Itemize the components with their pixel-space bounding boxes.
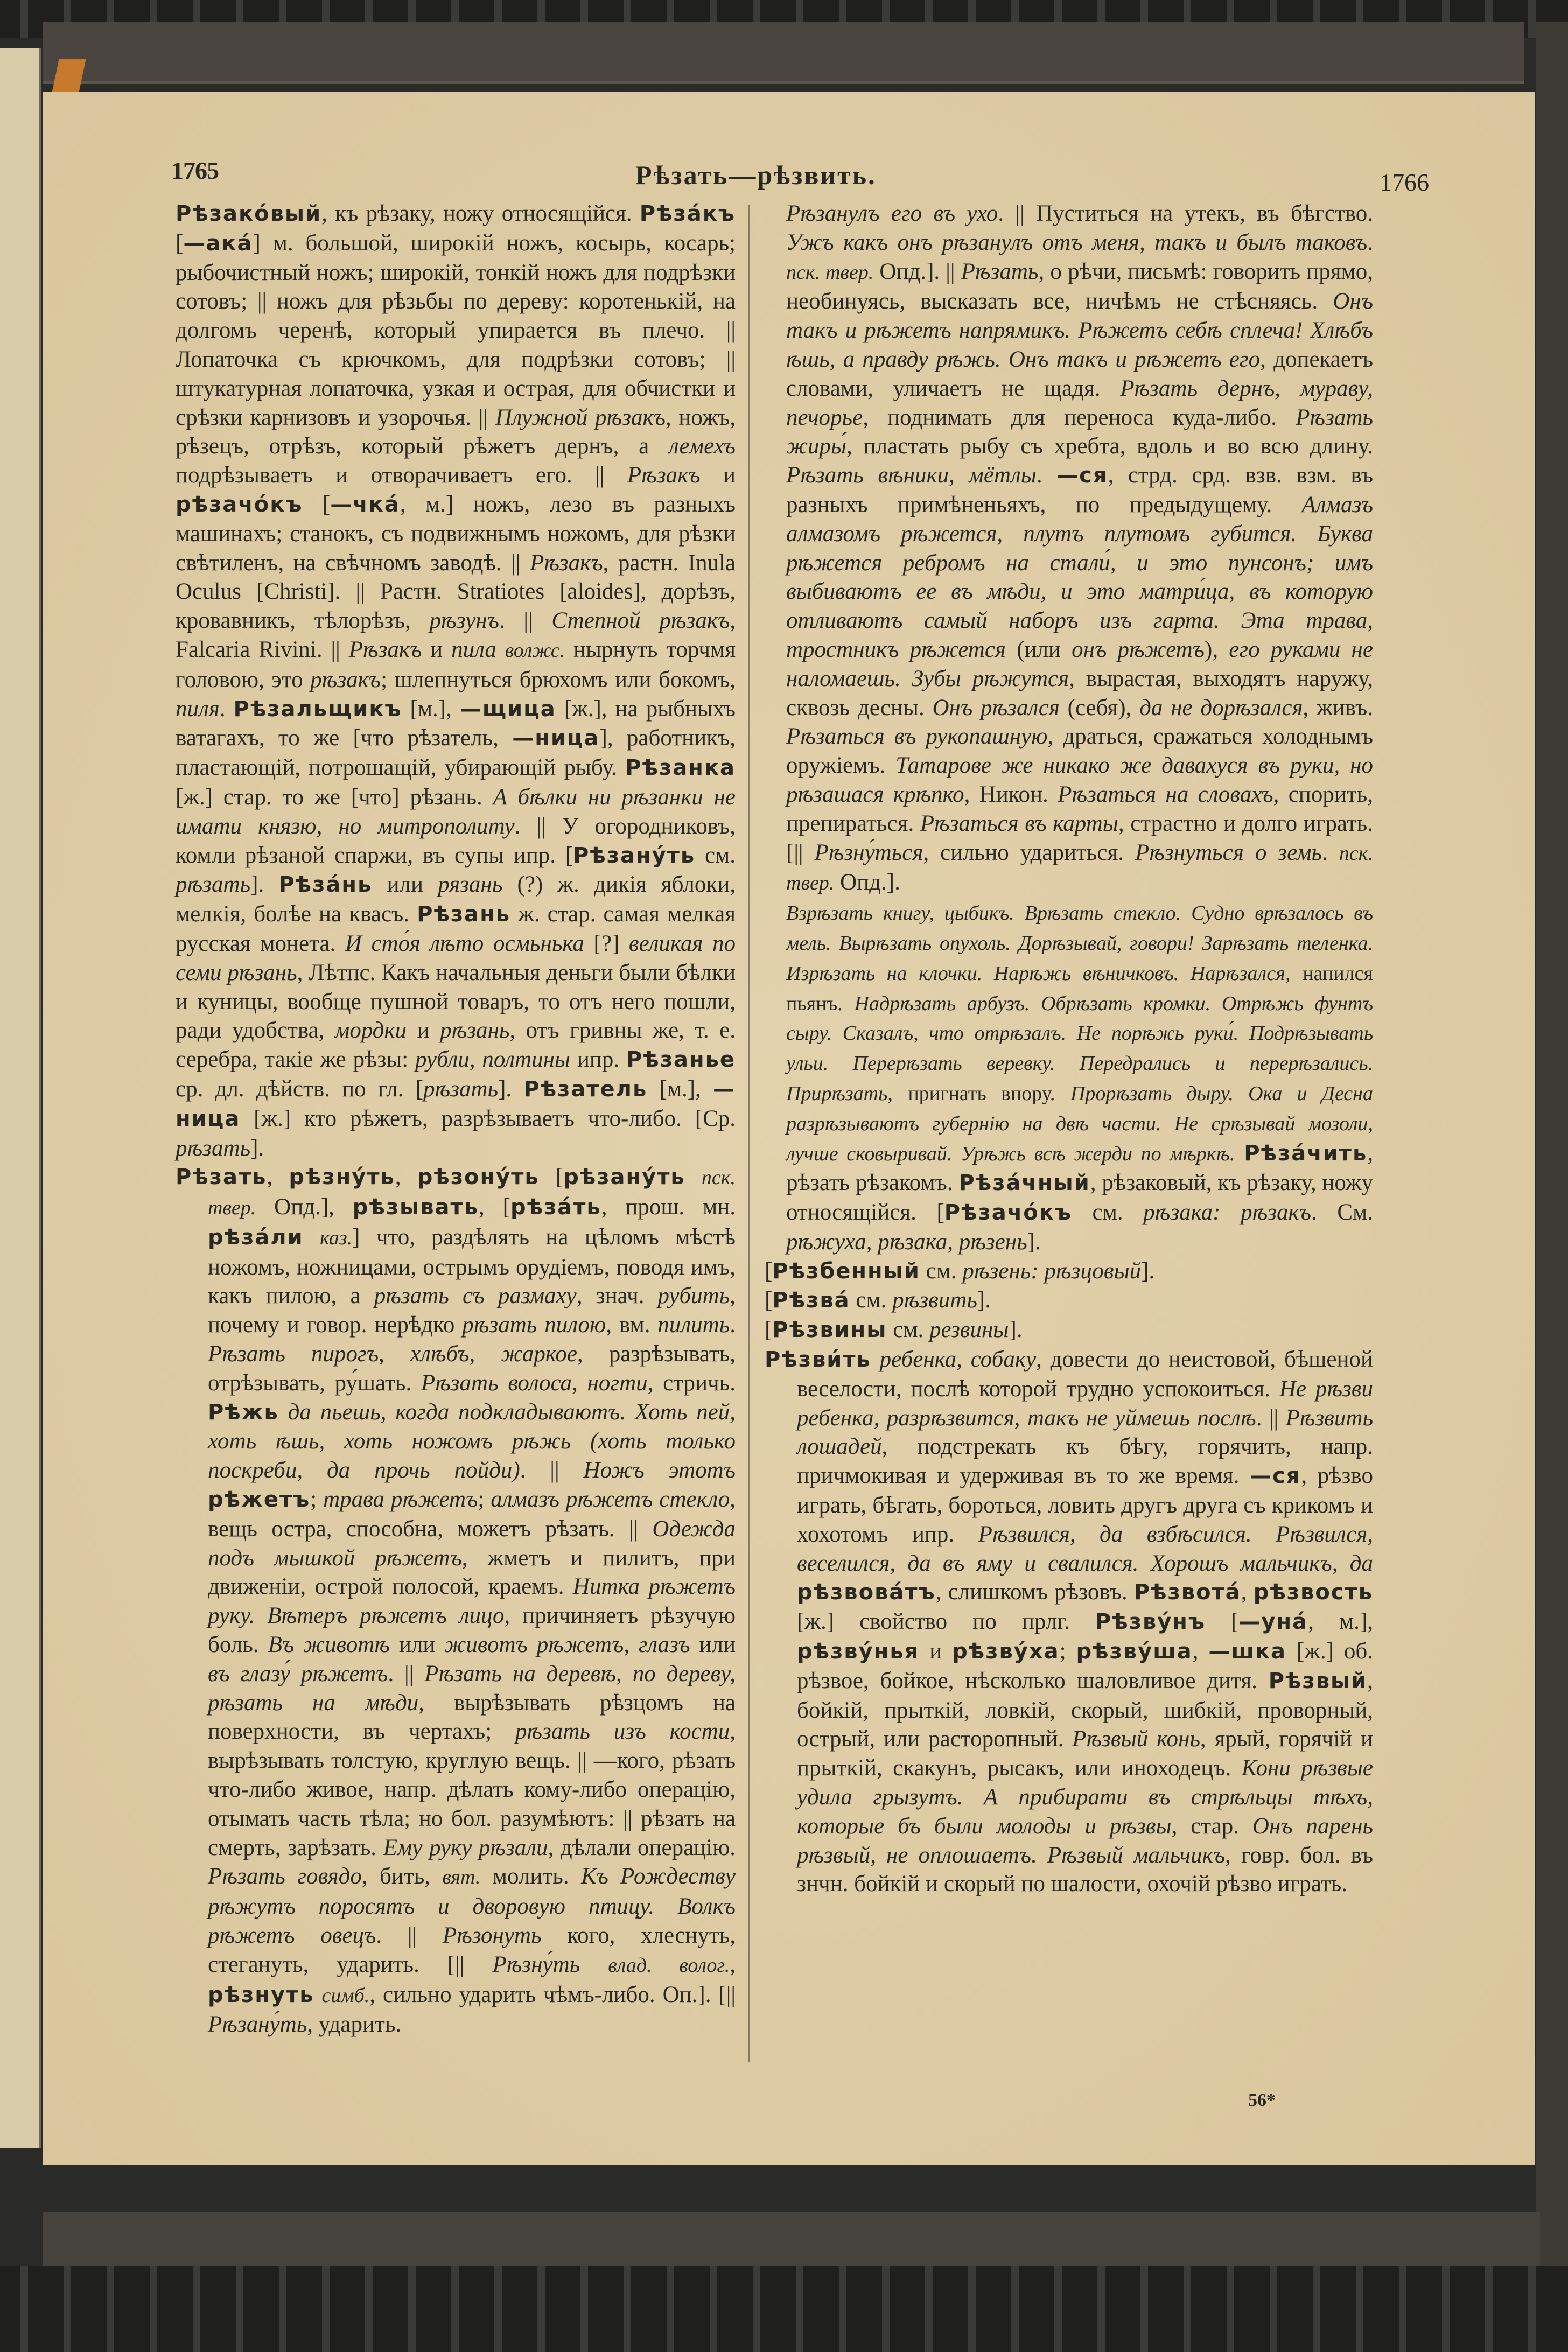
entry-rezakovyi: Рѣзако́вый, къ рѣзаку, ножу относящiйся. Рѣза́къ [—ака́] м. большой, широкiй ножъ, косырь, косарь; рыбочистный ножъ; широкiй, тонкiй ножъ для подрѣзки сотовъ; || ножъ для рѣзьбы по дереву: коротенькiй, на долгомъ черенѣ, который упирается въ плечо. || Лопаточка съ крючкомъ, для подрѣзки сотовъ; || штукатурная лопаточка, узкая и острая, для обчистки и срѣзки карнизовъ и узорочья. || Плужной рѣзакъ, ножъ, рѣзецъ, отрѣзъ, который рѣжетъ дернъ, а лемехъ подрѣзываетъ и отворачиваетъ его. || Рѣзакъ и рѣзачо́къ [—чка́, м.] ножъ, лезо въ разныхъ машинахъ; станокъ, съ подвижнымъ ножомъ, для рѣзки свѣтиленъ, на свѣчномъ заводѣ. || Рѣзакъ, растн. Inula Oculus [Christi]. || Растн. Stratiotes [aloides], дорѣзъ, кровавникъ, тѣлорѣзъ, рѣзунъ. || Степной рѣзакъ, Falcaria Rivini. || Рѣзакъ и пила волжс. нырнуть торчмя головою, это рѣзакъ; шлепнуться брюхомъ или бокомъ, пиля. Рѣзальщикъ [м.], —щица [ж.], на рыбныхъ ватагахъ, то же [что рѣзатель, —ница], работникъ, пластающiй, потрошащiй, убирающiй рыбу. Рѣзанка [ж.] стар. то же [что] рѣзань. А бѣлки ни рѣзанки не имати князю, но митрополиту. || У огородниковъ, комли рѣзаной спаржи, въ супы ипр. [Рѣзану́ть см. рѣзать]. Рѣза́нь или рязань (?) ж. дикiя яблоки, мелкiя, болѣе на квасъ. Рѣзань ж. стар. самая мелкая русская монета. И сто́я лѣто осмьнька [?] великая по семи рѣзань, Лѣтпс. Какъ начальныя деньги были бѣлки и куницы, вообще пушной товаръ, то отъ него пошли, ради удобства, мордки и рѣзань, отъ гривны же, т. е. серебра, такiе же рѣзы: рубли, полтины ипр. Рѣзанье ср. дл. дѣйств. по гл. [рѣзать]. Рѣзатель [м.], —ница [ж.] кто рѣжетъ, разрѣзываетъ что-либо. [Ср. рѣзать]. xyxy=(176,201,736,1161)
page-number-left: 1765 xyxy=(171,157,219,184)
book-binding-top xyxy=(43,22,1524,84)
entry-rezat: Рѣзать, рѣзну́ть, рѣзону́ть [рѣзану́ть пск. твер. Опд.], рѣзывать, [рѣза́ть, прош. мн. рѣза́ли каз.] что, раздѣлять на цѣломъ мѣстѣ ножомъ, ножницами, острымъ орудiемъ, поводя имъ, какъ пилою, а рѣзать съ размаху, знач. рубить, почему и говор. нерѣдко рѣзать пилою, вм. пилить. Рѣзать пирогъ, хлѣбъ, жаркое, разрѣзывать, отрѣзывать, ру́шать. Рѣзать волоса, ногти, стричь. Рѣжь да пьешь, когда подкладываютъ. Хоть пей, хоть ѣшь, хоть ножомъ рѣжь (хоть только поскреби, да прочь пойди). || Ножъ этотъ рѣжетъ; трава рѣжетъ; алмазъ рѣжетъ стекло, вещь остра, способна, можетъ рѣзать. || Одежда подъ мышкой рѣжетъ, жметъ и пилитъ, при движенiи, острой полосой, краемъ. Нитка рѣжетъ руку. Вѣтеръ рѣжетъ лицо, причиняетъ рѣзучую боль. Въ животѣ или животъ рѣжетъ, глазъ или въ глазу́ рѣжетъ. || Рѣзать на деревѣ, по дереву, рѣзать на мѣди, вырѣзывать рѣзцомъ на поверхности, въ чертахъ; рѣзать изъ кости, вырѣзывать толстую, круглую вещь. || —кого, рѣзать что-либо живое, напр. дѣлать кому-либо операцiю, отымать часть тѣла; но бол. разумѣютъ: || рѣзать на смерть, зарѣзать. Ему руку рѣзали, дѣлали операцiю. Рѣзать говядо, бить, вят. молить. Къ Рождеству рѣжутъ поросятъ и дворовую птицу. Волкъ рѣжетъ овецъ. || Рѣзонуть кого, хлеснуть, стегануть, ударить. [|| Рѣзну́ть влад. волог., рѣзнуть симб., сильно ударить чѣмъ-либо. Оп.]. [|| Рѣзану́ть, ударить. xyxy=(176,1164,736,2038)
entry-rezvit: Рѣзви́ть ребенка, собаку, довести до неистовой, бѣшеной веселости, послѣ которой трудно успокоиться. Не рѣзви ребенка, разрѣзвится, такъ не уймешь послѣ. || Рѣзвить лошадей, подстрекать къ бѣгу, горячить, напр. причмокивая и удерживая въ то же время. —ся, рѣзво играть, бѣгать, бороться, ловить другъ друга съ крикомъ и хохотомъ ипр. Рѣзвился, да взбѣсился. Рѣзвился, веселился, да въ яму и свалился. Хорошъ мальчикъ, да рѣзвова́тъ, слишкомъ рѣзовъ. Рѣзвота́, рѣзвость [ж.] свойство по прлг. Рѣзву́нъ [—уна́, м.], рѣзву́нья и рѣзву́ха; рѣзву́ша, —шка [ж.] об. рѣзвое, бойкое, нѣсколько шаловливое дитя. Рѣзвый, бойкiй, прыткiй, ловкiй, скорый, шибкiй, проворный, острый, или расторопный. Рѣзвый конь, ярый, горячiй и прыткiй, скакунъ, рысакъ, или иноходецъ. Кони рѣзвые удила грызутъ. А прибирати въ стрѣльцы тѣхъ, которые бъ были молоды и рѣзвы, стар. Онъ парень рѣзвый, не оплошаетъ. Рѣзвый мальчикъ, говр. бол. въ знчн. бойкiй и скорый по шалости, охочiй рѣзво играть. xyxy=(765,1347,1374,1897)
column-divider xyxy=(748,205,750,2062)
scan-background-bottom xyxy=(0,2266,1568,2352)
left-column xyxy=(176,199,736,2039)
page-number-right: 1766 xyxy=(1380,169,1429,196)
entry-rezva: [Рѣзва́ см. рѣзвить]. xyxy=(765,1287,991,1313)
book-binding-right xyxy=(1536,22,1568,2283)
entry-rezviny: [Рѣзвины см. резвины]. xyxy=(765,1317,1023,1343)
entry-rezat-derivatives: Взрѣзать книгу, цыбикъ. Врѣзать стекло. Судно врѣзалось въ мель. Вырѣзать опухоль. Дорѣзывай, говори! Зарѣзать теленка. Изрѣзать на клочки. Нарѣжь вѣничковъ. Нарѣзался, напился пьянъ. Надрѣзать арбузъ. Обрѣзать кромки. Отрѣжь фунтъ сыру. Сказалъ, что отрѣзалъ. Не порѣжь руки́. Подрѣзывать ульи. Перерѣзать веревку. Передрались и перерѣзались. Прирѣзать, пригнать впору. Прорѣзать дыру. Ока и Десна разрѣзываютъ губернiю на двѣ части. Не срѣзывай мозоли, лучше сковыривай. Урѣжь всѣ жерди по мѣркѣ. Рѣза́чить, рѣзать рѣзакомъ. Рѣза́чный, рѣзаковый, къ рѣзаку, ножу относящiйся. [Рѣзачо́къ см. рѣзака: рѣзакъ. См. рѣжуха, рѣзака, рѣзень]. xyxy=(786,902,1374,1255)
signature-mark: 56* xyxy=(1248,2090,1276,2110)
page-header xyxy=(0,156,1568,199)
entry-rezbennyi: [Рѣзбенный см. рѣзень: рѣзцовый]. xyxy=(765,1258,1155,1284)
previous-page-edge xyxy=(0,48,41,2148)
right-column xyxy=(765,199,1373,1899)
entry-rezat-continued: Рѣзанулъ его въ ухо. || Пуститься на утекъ, въ бѣгство. Ужъ какъ онъ рѣзанулъ отъ меня, такъ и былъ таковъ. пск. твер. Опд.]. || Рѣзать, о рѣчи, письмѣ: говорить прямо, необинуясь, высказать все, ничѣмъ не стѣсняясь. Онъ такъ и рѣжетъ напрямикъ. Рѣжетъ себѣ сплеча! Хлѣбъ ѣшь, а правду рѣжь. Онъ такъ и рѣжетъ его, допекаетъ словами, уличаетъ не щадя. Рѣзать дернъ, мураву, печорье, поднимать для переноса куда-либо. Рѣзать жиры́, пластать рыбу съ хребта, вдоль и во всю длину. Рѣзать вѣники, мётлы. —ся, стрд. срд. взв. взм. въ разныхъ примѣненьяхъ, по предыдущему. Алмазъ алмазомъ рѣжется, плутъ плутомъ губится. Буква рѣжется ребромъ на стали́, и это пунсонъ; имъ выбиваютъ ее въ мѣди, и это матри́ца, въ которую отливаютъ самый наборъ изъ гарта. Эта трава, тростникъ рѣжется (или онъ рѣжетъ), его руками не наломаешь. Зубы рѣжутся, вырастая, выходятъ наружу, сквозь десны. Онъ рѣзался (себя), да не дорѣзался, живъ. Рѣзаться въ рукопашную, драться, сражаться холоднымъ оружiемъ. Татарове же никако же давахуся въ руки, но рѣзашася крѣпко, Никон. Рѣзаться на словахъ, спорить, препираться. Рѣзаться въ карты, страстно и долго играть. [|| Рѣзну́ться, сильно удариться. Рѣзнуться о земь. пск. твер. Опд.]. xyxy=(786,201,1374,895)
running-title: Рѣзать—рѣзвить. xyxy=(635,160,877,190)
book-binding-bottom xyxy=(43,2212,1540,2266)
